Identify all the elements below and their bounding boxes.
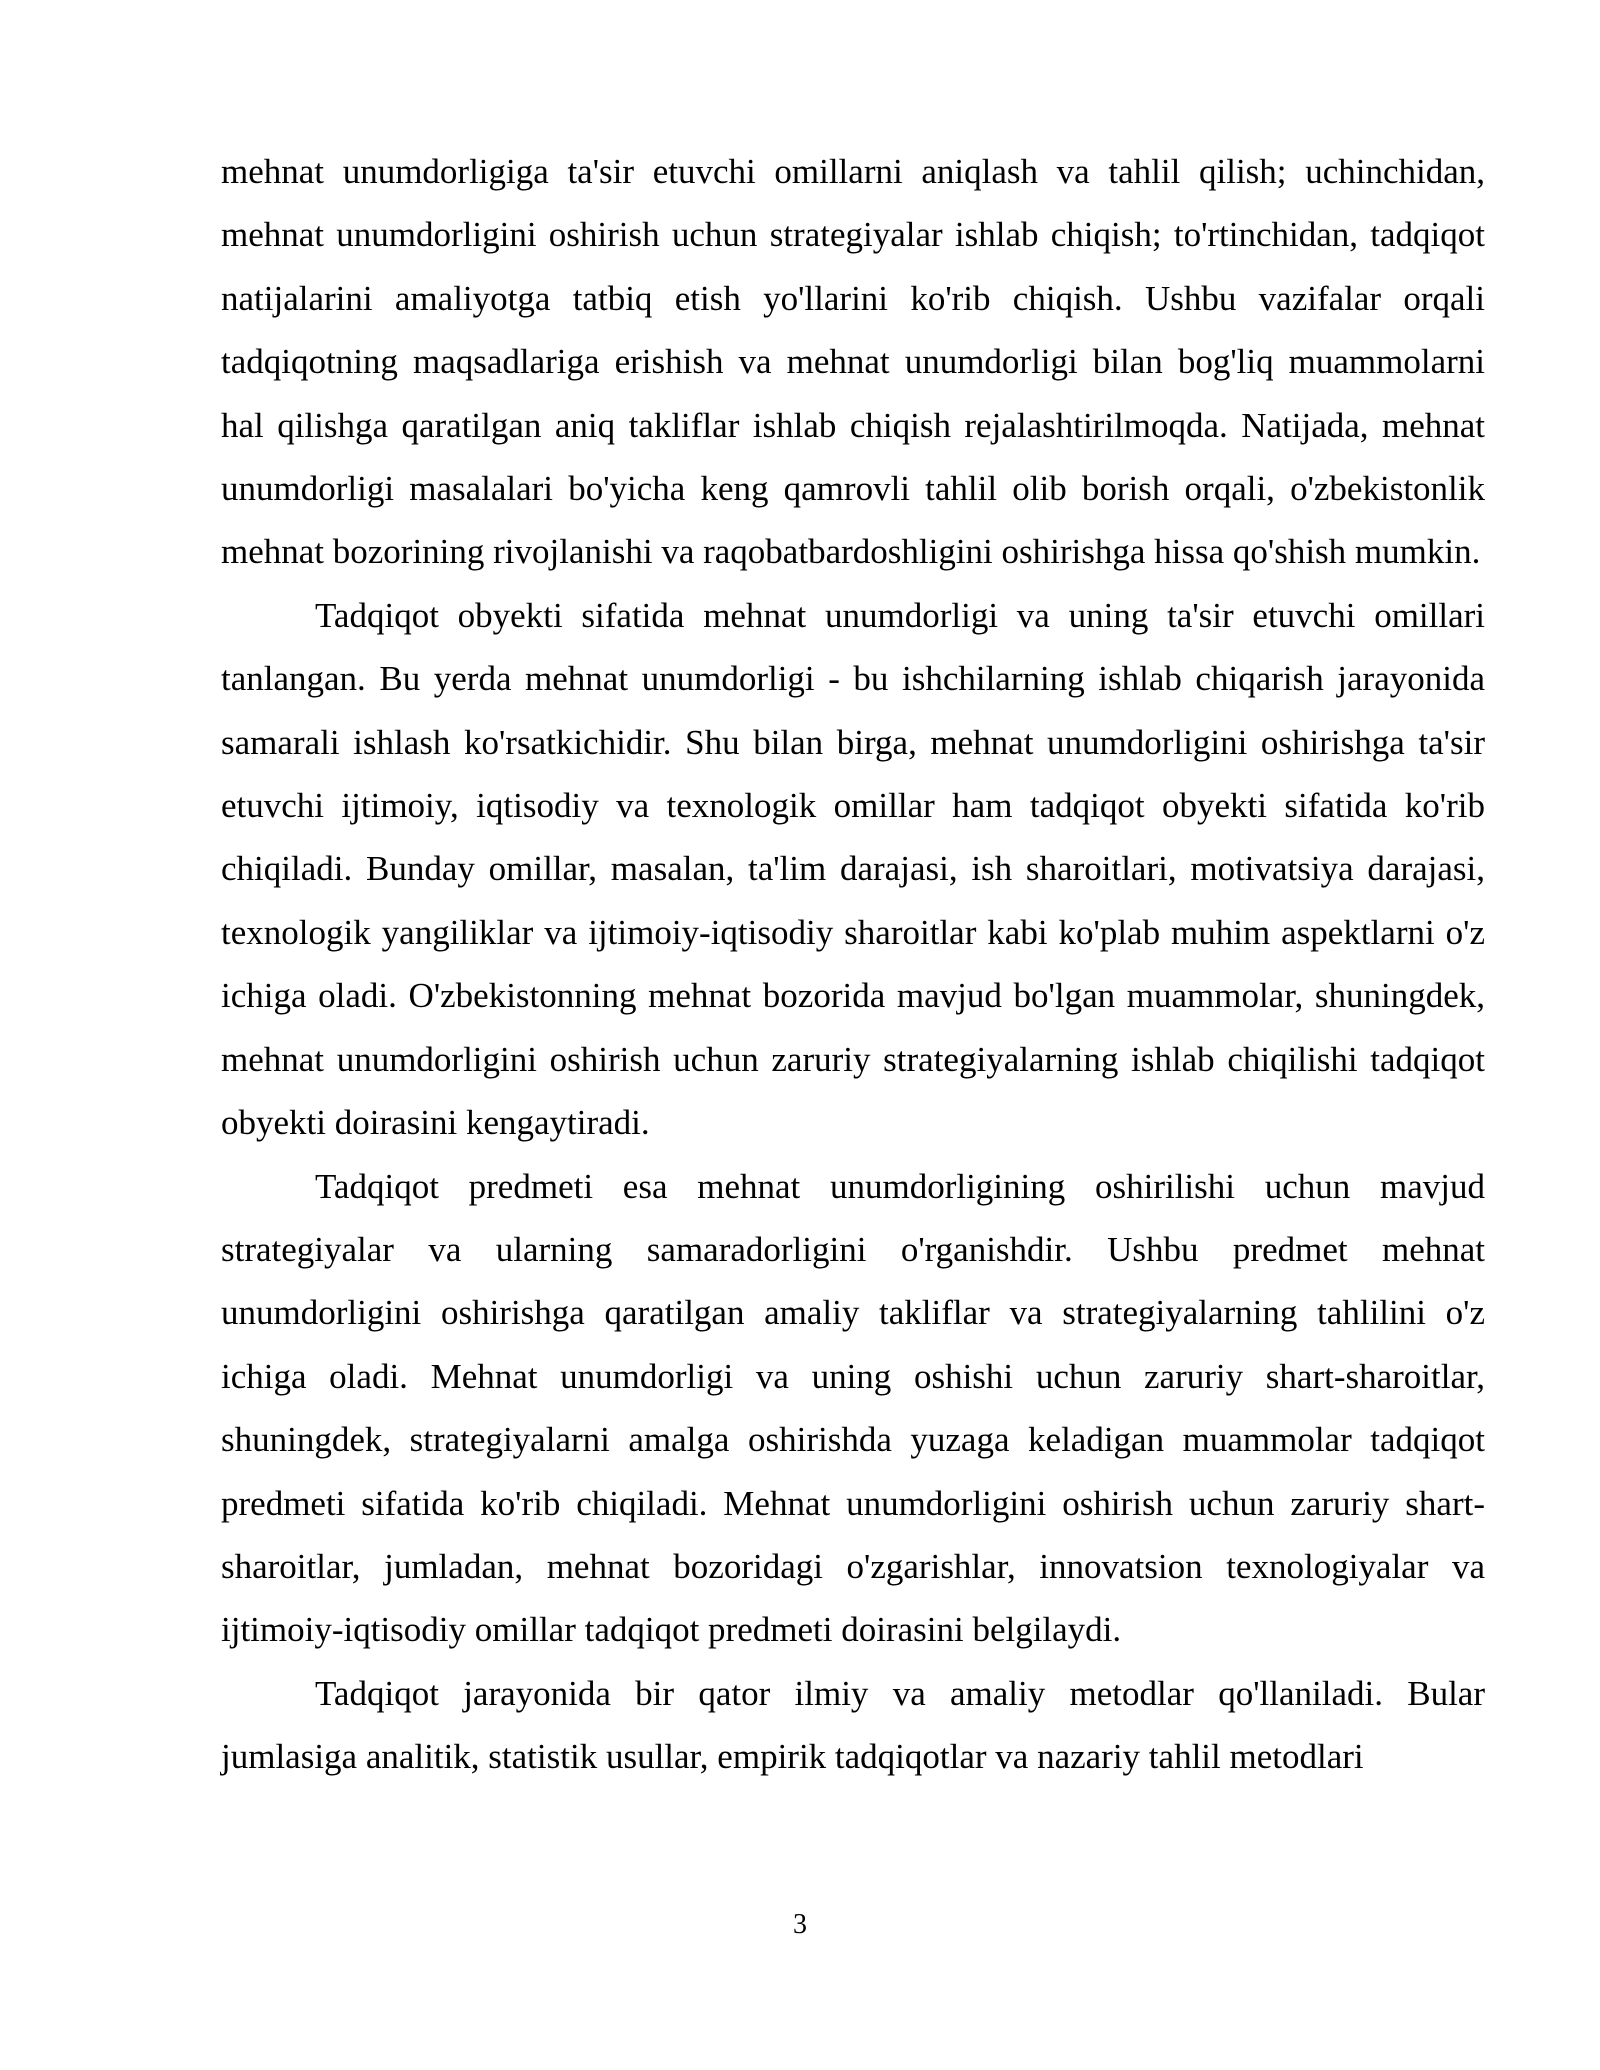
paragraph-research-subject: Tadqiqot predmeti esa mehnat unumdorligining oshirilishi uchun mavjud strategiyalar va ularning samaradorligini o'rganishdir. Ushbu predmet mehnat unumdorligini oshirishga qaratilgan amaliy takliflar va strategiyalarning tahlilini o'z ichiga oladi. Mehnat unumdorligi va uning oshishi uchun zaruriy shart-sharoitlar, shuningdek, strategiyalarni amalga oshirishda yuzaga keladigan muammolar tadqiqot predmeti sifatida ko'rib chiqiladi. Mehnat unumdorligini oshirish uchun zaruriy shart-sharoitlar, jumladan, mehnat bozoridagi o'zgarishlar, innovatsion texnologiyalar va ijtimoiy-iqtisodiy omillar tadqiqot predmeti doirasini belgilaydi. — [221, 1166, 1485, 1650]
body-text — [221, 140, 1485, 1789]
page-number: 3 — [793, 1909, 807, 1940]
paragraph-research-object: Tadqiqot obyekti sifatida mehnat unumdorligi va uning ta'sir etuvchi omillari tanlangan. Bu yerda mehnat unumdorligi - bu ishchilarning ishlab chiqarish jarayonida samarali ishlash ko'rsatkichidir. Shu bilan birga, mehnat unumdorligini oshirishga ta'sir etuvchi ijtimoiy, iqtisodiy va texnologik omillar ham tadqiqot obyekti sifatida ko'rib chiqiladi. Bunday omillar, masalan, ta'lim darajasi, ish sharoitlari, motivatsiya darajasi, texnologik yangiliklar va ijtimoiy-iqtisodiy sharoitlar kabi ko'plab muhim aspektlarni o'z ichiga oladi. O'zbekistonning mehnat bozorida mavjud bo'lgan muammolar, shuningdek, mehnat unumdorligini oshirish uchun zaruriy strategiyalarning ishlab chiqilishi tadqiqot obyekti doirasini kengaytiradi. — [221, 595, 1485, 1143]
paragraph-research-methods: Tadqiqot jarayonida bir qator ilmiy va amaliy metodlar qo'llaniladi. Bular jumlasiga analitik, statistik usullar, empirik tadqiqotlar va nazariy tahlil metodlari — [221, 1673, 1485, 1777]
paragraph-continuation: mehnat unumdorligiga ta'sir etuvchi omillarni aniqlash va tahlil qilish; uchinchidan, mehnat unumdorligini oshirish uchun strategiyalar ishlab chiqish; to'rtinchidan, tadqiqot natijalarini amaliyotga tatbiq etish yo'llarini ko'rib chiqish. Ushbu vazifalar orqali tadqiqotning maqsadlariga erishish va mehnat unumdorligi bilan bog'liq muammolarni hal qilishga qaratilgan aniq takliflar ishlab chiqish rejalashtirilmoqda. Natijada, mehnat unumdorligi masalalari bo'yicha keng qamrovli tahlil olib borish orqali, o'zbekistonlik mehnat bozorining rivojlanishi va raqobatbardoshligini oshirishga hissa qo'shish mumkin. — [221, 152, 1485, 572]
